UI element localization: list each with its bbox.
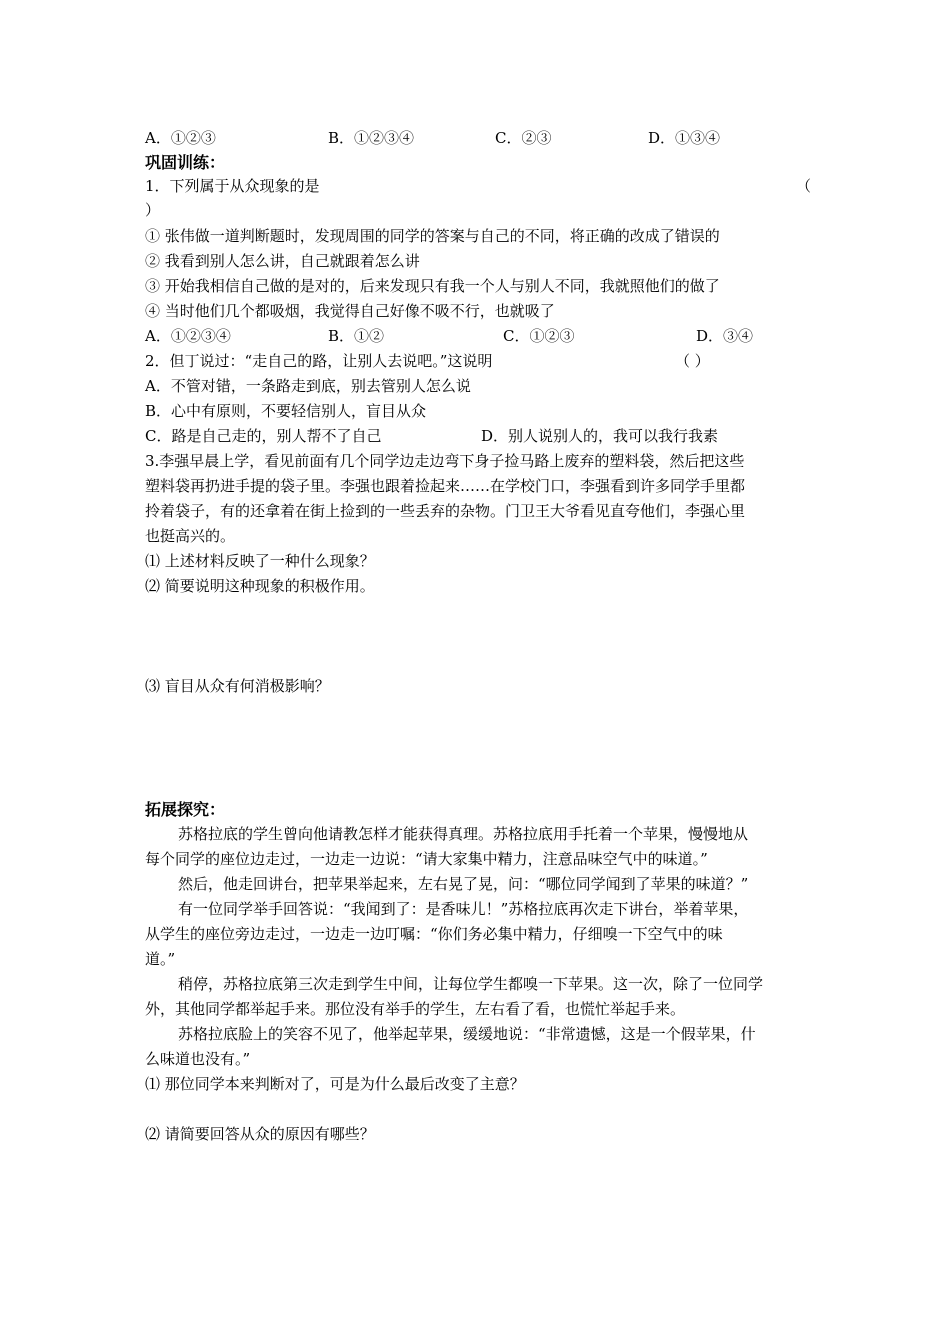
option-c: C．①②③ bbox=[503, 327, 575, 345]
section-heading-extension: 拓展探究： bbox=[145, 800, 226, 819]
q2-stem: 2．但丁说过：“走自己的路，让别人去说吧。”这说明 bbox=[145, 352, 493, 370]
option-d: D．③④ bbox=[696, 327, 754, 345]
q3-passage-line: 塑料袋再扔进手提的袋子里。李强也跟着捡起来……在学校门口，李强看到许多同学手里都 bbox=[145, 477, 746, 495]
q1-stem: 1．下列属于从众现象的是 bbox=[145, 177, 320, 195]
option-b: B．①②③④ bbox=[328, 129, 415, 147]
q1-paren-close: ） bbox=[145, 201, 161, 219]
q1-item: ③ 开始我相信自己做的是对的，后来发现只有我一个人与别人不同，我就照他们的做了 bbox=[145, 277, 720, 295]
q3-sub3: ⑶ 盲目从众有何消极影响？ bbox=[145, 677, 330, 695]
option-a: A．①②③④ bbox=[145, 327, 231, 345]
q1-item: ① 张伟做一道判断题时，发现周围的同学的答案与自己的不同，将正确的改成了错误的 bbox=[145, 227, 720, 245]
story-line: 么味道也没有。” bbox=[145, 1050, 251, 1068]
story-line: 外，其他同学都举起手来。那位没有举手的学生，左右看了看，也慌忙举起手来。 bbox=[145, 1000, 686, 1018]
q1-item: ④ 当时他们几个都吸烟，我觉得自己好像不吸不行，也就吸了 bbox=[145, 302, 555, 320]
q3-passage-line: 也挺高兴的。 bbox=[145, 527, 236, 545]
q2-option-d: D．别人说别人的，我可以我行我素 bbox=[481, 427, 719, 445]
q1-item: ② 我看到别人怎么讲，自己就跟着怎么讲 bbox=[145, 252, 420, 270]
section-heading-consolidation: 巩固训练： bbox=[145, 153, 226, 172]
q2-option-a: A．不管对错，一条路走到底，别去管别人怎么说 bbox=[145, 377, 471, 395]
story-line: 然后，他走回讲台，把苹果举起来，左右晃了晃，问：“哪位同学闻到了苹果的味道？” bbox=[178, 875, 749, 893]
q2-option-b: B．心中有原则，不要轻信别人，盲目从众 bbox=[145, 402, 427, 420]
story-line: 道。” bbox=[145, 950, 176, 968]
extension-sub1: ⑴ 那位同学本来判断对了，可是为什么最后改变了主意？ bbox=[145, 1075, 525, 1093]
story-line: 每个同学的座位边走过，一边走一边说：“请大家集中精力，注意品味空气中的味道。” bbox=[145, 850, 708, 868]
option-a: A．①②③ bbox=[145, 129, 216, 147]
extension-sub2: ⑵ 请简要回答从众的原因有哪些？ bbox=[145, 1125, 375, 1143]
q3-passage-line: 拎着袋子，有的还拿着在街上捡到的一些丢弃的杂物。门卫王大爷看见直夸他们，李强心里 bbox=[145, 502, 746, 520]
option-d: D．①③④ bbox=[648, 129, 721, 147]
q2-option-c: C．路是自己走的，别人帮不了自己 bbox=[145, 427, 382, 445]
story-line: 稍停，苏格拉底第三次走到学生中间，让每位学生都嗅一下苹果。这一次，除了一位同学 bbox=[178, 975, 764, 993]
option-b: B．①② bbox=[328, 327, 385, 345]
q1-paren-open: （ bbox=[796, 177, 812, 195]
option-c: C．②③ bbox=[495, 129, 552, 147]
q3-sub2: ⑵ 简要说明这种现象的积极作用。 bbox=[145, 577, 375, 595]
story-line: 有一位同学举手回答说：“我闻到了：是香味儿！”苏格拉底再次走下讲台，举着苹果， bbox=[178, 900, 749, 918]
story-line: 从学生的座位旁边走过，一边走一边叮嘱：“你们务必集中精力，仔细嗅一下空气中的味 bbox=[145, 925, 723, 943]
story-line: 苏格拉底的学生曾向他请教怎样才能获得真理。苏格拉底用手托着一个苹果，慢慢地从 bbox=[178, 825, 749, 843]
q3-passage-line: 3.李强早晨上学，看见前面有几个同学边走边弯下身子捡马路上废弃的塑料袋，然后把这些 bbox=[145, 452, 745, 470]
q2-paren: （ ） bbox=[675, 352, 710, 370]
story-line: 苏格拉底脸上的笑容不见了，他举起苹果，缓缓地说：“非常遗憾，这是一个假苹果，什 bbox=[178, 1025, 756, 1043]
q3-sub1: ⑴ 上述材料反映了一种什么现象？ bbox=[145, 552, 375, 570]
